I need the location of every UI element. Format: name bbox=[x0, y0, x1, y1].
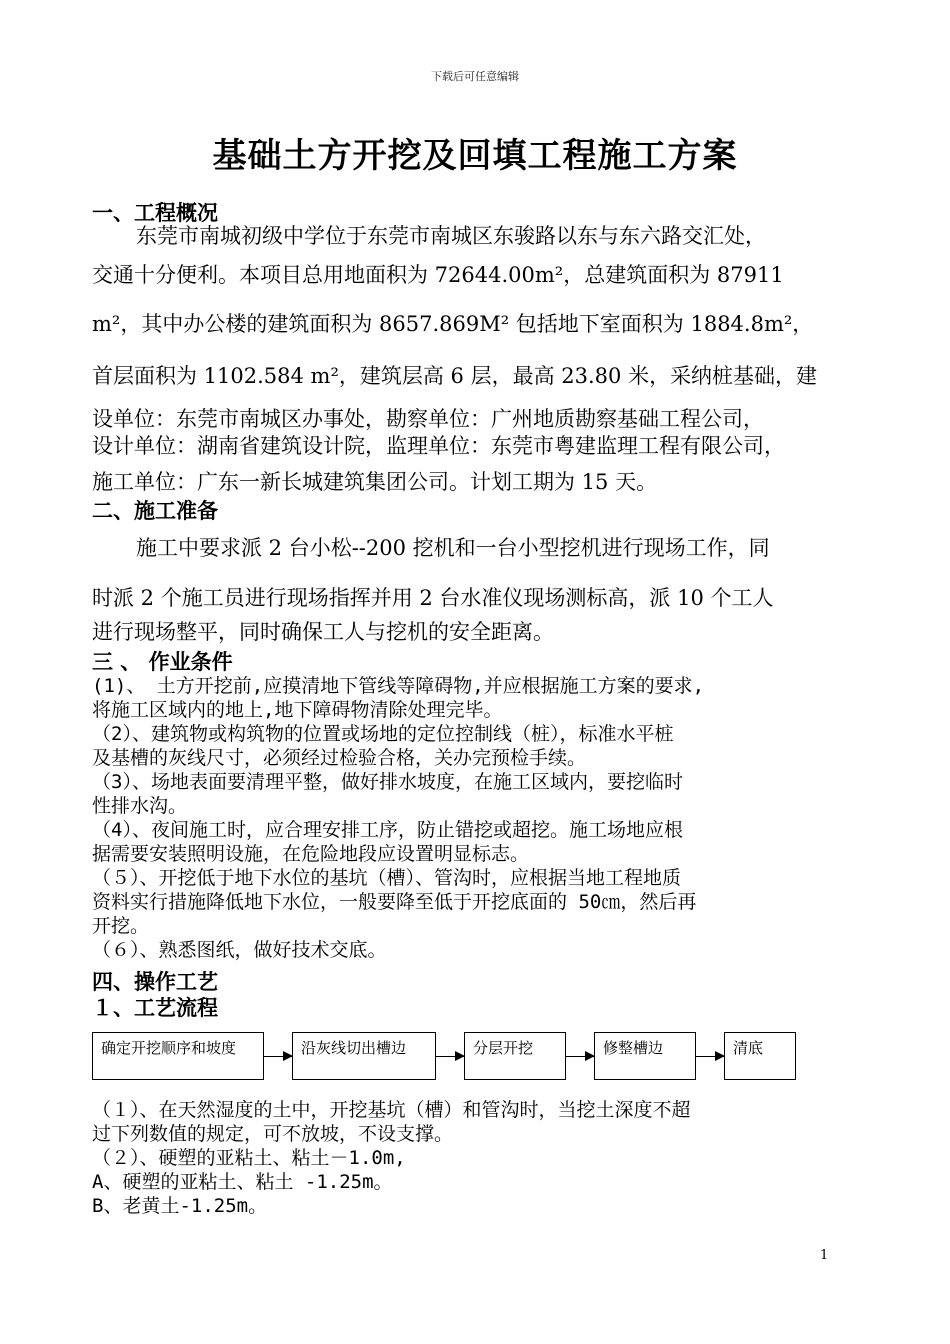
flow-step-box: 清底 bbox=[724, 1032, 796, 1080]
condition-line: （５）、开挖低于地下水位的基坑（槽）、管沟时，应根据当地工程地质 bbox=[92, 867, 682, 889]
section4-heading: 四、操作工艺 bbox=[92, 969, 218, 994]
flow-arrow-icon bbox=[566, 1056, 594, 1057]
document-title: 基础土方开挖及回填工程施工方案 bbox=[212, 136, 738, 176]
process-line: A、硬塑的亚粘土、粘土 -1.25m。 bbox=[92, 1171, 393, 1193]
condition-line: 据需要安装照明设施，在危险地段应设置明显标志。 bbox=[92, 843, 530, 865]
condition-line: （2）、建筑物或构筑物的位置或场地的定位控制线（桩），标准水平桩 bbox=[92, 723, 674, 745]
condition-line: 开挖。 bbox=[92, 915, 150, 937]
section1-body bbox=[92, 224, 862, 494]
condition-line: （3）、场地表面要清理平整，做好排水坡度，在施工区域内，要挖临时 bbox=[92, 771, 683, 793]
flow-step-box: 分层开挖 bbox=[464, 1032, 566, 1080]
condition-line: （６）、熟悉图纸，做好技术交底。 bbox=[92, 939, 387, 961]
section2-body bbox=[92, 534, 862, 644]
section3-body bbox=[92, 674, 862, 962]
condition-line: 及基槽的灰线尺寸，必须经过检验合格，关办完预检手续。 bbox=[92, 747, 587, 769]
flow-step-box: 确定开挖顺序和坡度 bbox=[92, 1032, 264, 1080]
header-note: 下载后可任意编辑 bbox=[431, 70, 519, 83]
section2-line: 进行现场整平，同时确保工人与挖机的安全距离。 bbox=[92, 620, 554, 644]
flow-arrow-icon bbox=[696, 1056, 724, 1057]
section2-line: 施工中要求派 2 台小松--200 挖机和一台小型挖机进行现场工作，同 bbox=[136, 536, 770, 560]
flow-arrow-icon bbox=[436, 1056, 464, 1057]
section1-line: 交通十分便利。本项目总用地面积为 72644.00m²，总建筑面积为 87911 bbox=[92, 263, 784, 287]
flow-step-box: 修整槽边 bbox=[594, 1032, 696, 1080]
process-flow bbox=[92, 1032, 802, 1082]
page-number: 1 bbox=[820, 1248, 829, 1263]
section1-line: 东莞市南城初级中学位于东莞市南城区东骏路以东与东六路交汇处， bbox=[136, 224, 766, 248]
section3-heading: 三 、 作业条件 bbox=[92, 649, 233, 674]
condition-line: 将施工区域内的地上,地下障碍物清除处理完毕。 bbox=[92, 699, 503, 721]
section2-line: 时派 2 个施工员进行现场指挥并用 2 台水准仪现场测标高，派 10 个工人 bbox=[92, 586, 774, 610]
section1-line: 设计单位：湖南省建筑设计院，监理单位：东莞市粤建监理工程有限公司， bbox=[92, 434, 785, 458]
process-line: 过下列数值的规定，可不放坡，不设支撑。 bbox=[92, 1123, 454, 1145]
section4-subheading: １、工艺流程 bbox=[92, 995, 218, 1020]
condition-line: 性排水沟。 bbox=[92, 795, 188, 817]
condition-line: （4）、夜间施工时，应合理安排工序，防止错挖或超挖。施工场地应根 bbox=[92, 819, 683, 841]
section1-line: 首层面积为 1102.584 m²，建筑层高 6 层，最高 23.80 米，采纳桩基础，建 bbox=[92, 364, 818, 388]
flow-step-box: 沿灰线切出槽边 bbox=[292, 1032, 436, 1080]
section4-body bbox=[92, 1098, 862, 1218]
process-line: B、老黄土-1.25m。 bbox=[92, 1195, 268, 1217]
section1-line: 施工单位：广东一新长城建筑集团公司。计划工期为 15 天。 bbox=[92, 470, 658, 494]
section1-line: 设单位：东莞市南城区办事处，勘察单位：广州地质勘察基础工程公司， bbox=[92, 407, 764, 431]
condition-line: (1)、 土方开挖前,应摸清地下管线等障碍物,并应根据施工方案的要求, bbox=[92, 675, 705, 697]
condition-line: 资料实行措施降低地下水位，一般要降至低于开挖底面的 50㎝，然后再 bbox=[92, 891, 697, 913]
section2-heading: 二、施工准备 bbox=[92, 498, 218, 523]
flow-arrow-icon bbox=[264, 1056, 292, 1057]
process-line: （１）、在天然湿度的土中，开挖基坑（槽）和管沟时，当挖土深度不超 bbox=[92, 1099, 691, 1121]
section1-line: m²，其中办公楼的建筑面积为 8657.869M² 包括地下室面积为 1884.8m²， bbox=[92, 312, 814, 336]
section1-heading: 一、工程概况 bbox=[92, 200, 218, 225]
process-line: （２）、硬塑的亚粘土、粘土－1.0m, bbox=[92, 1147, 406, 1169]
